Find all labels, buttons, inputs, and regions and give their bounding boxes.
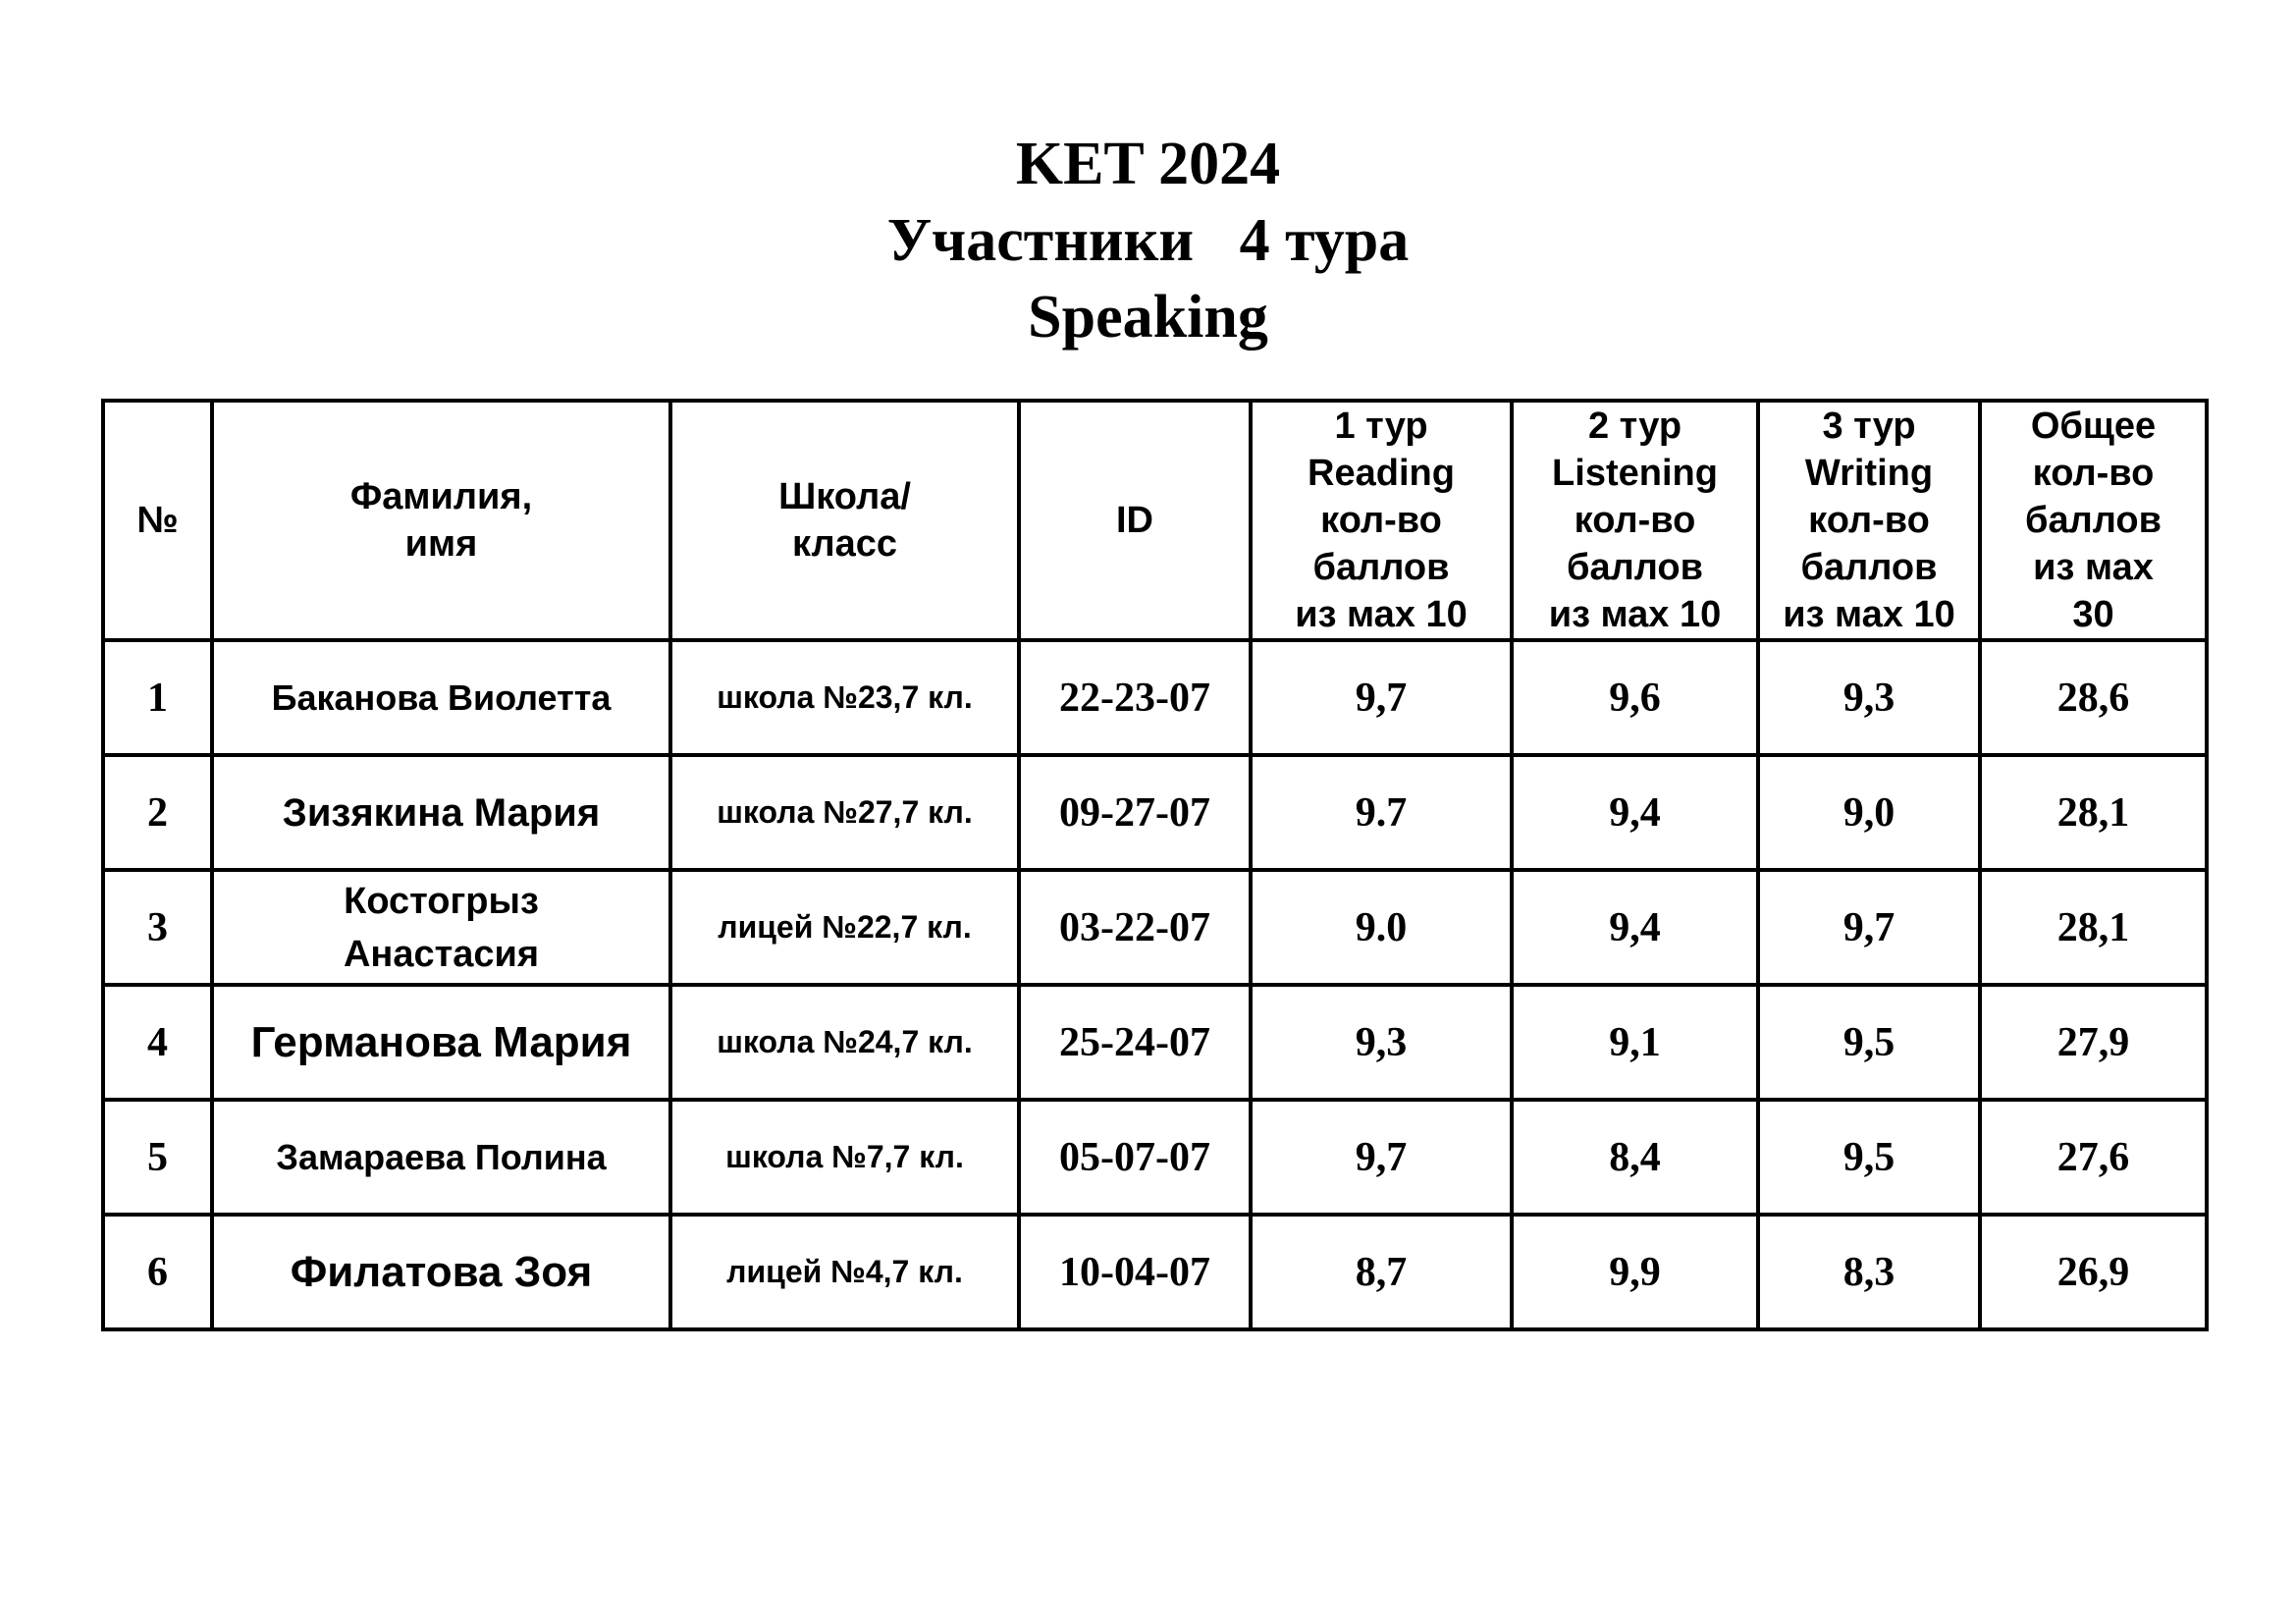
header-line: 1 тур xyxy=(1334,406,1428,447)
results-table xyxy=(101,399,2209,1331)
reading-score: 9.7 xyxy=(1251,755,1512,870)
student-name-line: Костогрыз xyxy=(344,880,539,922)
header-line: баллов xyxy=(1312,547,1450,588)
header-school xyxy=(670,401,1019,640)
school-class: школа №23,7 кл. xyxy=(670,640,1019,755)
student-name xyxy=(212,640,670,755)
table-row xyxy=(103,985,2207,1100)
student-name-line: Анастасия xyxy=(343,933,540,975)
title-line-2: Участники 4 тура xyxy=(886,207,1410,274)
table-row xyxy=(103,1215,2207,1329)
total-score: 27,6 xyxy=(1980,1100,2207,1215)
title-line-1: KET 2024 xyxy=(1015,131,1281,197)
reading-score: 9,7 xyxy=(1251,1100,1512,1215)
student-name-line: Замараева Полина xyxy=(276,1136,607,1177)
listening-score: 9,9 xyxy=(1512,1215,1758,1329)
student-name xyxy=(212,985,670,1100)
student-id: 10-04-07 xyxy=(1019,1215,1251,1329)
student-id: 03-22-07 xyxy=(1019,870,1251,985)
header-reading xyxy=(1251,401,1512,640)
header-line: Общее xyxy=(2030,406,2157,447)
writing-score: 8,3 xyxy=(1758,1215,1980,1329)
title-line-3: Speaking xyxy=(1028,284,1268,351)
writing-score: 9,5 xyxy=(1758,985,1980,1100)
student-id: 09-27-07 xyxy=(1019,755,1251,870)
reading-score: 9,3 xyxy=(1251,985,1512,1100)
listening-score: 9,4 xyxy=(1512,870,1758,985)
header-line: кол-во xyxy=(1320,500,1442,541)
header-line: баллов xyxy=(1800,547,1938,588)
header-line: Listening xyxy=(1552,453,1718,494)
school-class: лицей №22,7 кл. xyxy=(670,870,1019,985)
listening-score: 9,1 xyxy=(1512,985,1758,1100)
student-name-line: Баканова Виолетта xyxy=(271,677,612,718)
row-number: 4 xyxy=(103,985,212,1100)
header-line: кол-во xyxy=(1574,500,1696,541)
row-number: 3 xyxy=(103,870,212,985)
header-line: имя xyxy=(404,523,478,565)
header-line: кол-во xyxy=(1808,500,1930,541)
header-line: 2 тур xyxy=(1587,406,1682,447)
header-line: баллов xyxy=(1567,547,1703,588)
header-line: 3 тур xyxy=(1822,406,1916,447)
student-name xyxy=(212,755,670,870)
header-line: 30 xyxy=(2072,594,2114,635)
header-name xyxy=(212,401,670,640)
header-line: № xyxy=(136,500,179,541)
writing-score: 9,0 xyxy=(1758,755,1980,870)
student-name-line: Филатова Зоя xyxy=(290,1247,593,1296)
school-class: лицей №4,7 кл. xyxy=(670,1215,1019,1329)
listening-score: 9,6 xyxy=(1512,640,1758,755)
writing-score: 9,3 xyxy=(1758,640,1980,755)
header-total xyxy=(1980,401,2207,640)
header-listening xyxy=(1512,401,1758,640)
header-line: из мах 10 xyxy=(1548,594,1722,635)
school-class: школа №7,7 кл. xyxy=(670,1100,1019,1215)
student-name xyxy=(212,1100,670,1215)
total-score: 26,9 xyxy=(1980,1215,2207,1329)
student-name-line: Зизякина Мария xyxy=(282,790,601,835)
student-name xyxy=(212,870,670,985)
table-row xyxy=(103,755,2207,870)
header-line: из мах 10 xyxy=(1295,594,1468,635)
total-score: 28,1 xyxy=(1980,755,2207,870)
reading-score: 8,7 xyxy=(1251,1215,1512,1329)
student-name xyxy=(212,1215,670,1329)
total-score: 28,6 xyxy=(1980,640,2207,755)
header-line: кол-во xyxy=(2032,453,2155,494)
student-id: 25-24-07 xyxy=(1019,985,1251,1100)
row-number: 6 xyxy=(103,1215,212,1329)
total-score: 27,9 xyxy=(1980,985,2207,1100)
table-row xyxy=(103,640,2207,755)
header-line: из мах 10 xyxy=(1783,594,1955,635)
reading-score: 9.0 xyxy=(1251,870,1512,985)
header-writing xyxy=(1758,401,1980,640)
header-line: Reading xyxy=(1308,453,1455,494)
total-score: 28,1 xyxy=(1980,870,2207,985)
row-number: 5 xyxy=(103,1100,212,1215)
header-line: ID xyxy=(1116,500,1153,541)
student-name-line: Германова Мария xyxy=(250,1017,632,1066)
header-line: из мах xyxy=(2033,547,2154,588)
header-line: Фамилия, xyxy=(349,476,533,517)
header-number xyxy=(103,401,212,640)
student-id: 05-07-07 xyxy=(1019,1100,1251,1215)
header-row xyxy=(103,401,2207,640)
header-line: Writing xyxy=(1804,453,1934,494)
student-id: 22-23-07 xyxy=(1019,640,1251,755)
reading-score: 9,7 xyxy=(1251,640,1512,755)
table-row xyxy=(103,1100,2207,1215)
header-line: класс xyxy=(791,523,898,565)
writing-score: 9,7 xyxy=(1758,870,1980,985)
header-line: баллов xyxy=(2025,500,2162,541)
header-line: Школа/ xyxy=(778,476,911,517)
school-class: школа №24,7 кл. xyxy=(670,985,1019,1100)
listening-score: 8,4 xyxy=(1512,1100,1758,1215)
row-number: 1 xyxy=(103,640,212,755)
listening-score: 9,4 xyxy=(1512,755,1758,870)
school-class: школа №27,7 кл. xyxy=(670,755,1019,870)
header-id xyxy=(1019,401,1251,640)
table-row xyxy=(103,870,2207,985)
document-title xyxy=(0,126,2296,355)
writing-score: 9,5 xyxy=(1758,1100,1980,1215)
row-number: 2 xyxy=(103,755,212,870)
